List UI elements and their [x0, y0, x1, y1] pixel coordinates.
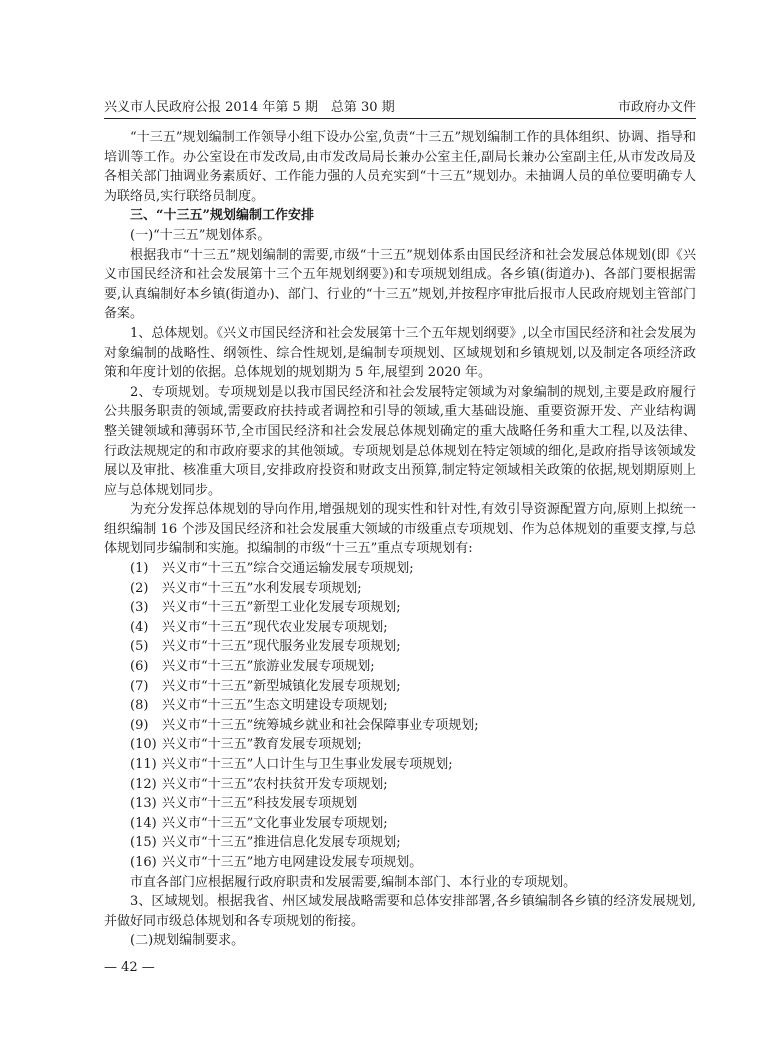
list-item-text: 兴义市“十三五”推进信息化发展专项规划;: [162, 835, 401, 851]
list-item: [104, 716, 696, 736]
list-item-text: 兴义市“十三五”现代农业发展专项规划;: [162, 619, 388, 635]
list-item-number: (11): [130, 757, 157, 772]
list-item-text: 兴义市“十三五”现代服务业发展专项规划;: [162, 639, 401, 655]
header-section: 市政府办文件: [617, 100, 696, 115]
list-item-text: 兴义市“十三五”旅游业发展专项规划;: [162, 659, 375, 675]
list-item: [104, 755, 696, 775]
list-item-number: (3): [130, 600, 149, 616]
list-item: [104, 677, 696, 697]
list-item-text: 兴义市“十三五”教育发展专项规划;: [162, 737, 362, 753]
list-item: [104, 657, 696, 677]
list-item-number: (14): [130, 815, 157, 831]
list-item-number: (5): [130, 639, 149, 655]
list-item: [104, 637, 696, 657]
list-item-text: 兴义市“十三五”科技发展专项规划: [162, 796, 358, 812]
list-item-text: 兴义市“十三五”农村扶贫开发专项规划;: [162, 776, 388, 792]
list-item-number: (10): [130, 737, 157, 753]
list-item: [104, 618, 696, 638]
list-item-text: 兴义市“十三五”水利发展专项规划;: [162, 580, 362, 596]
list-item: [104, 794, 696, 814]
list-item: [104, 853, 696, 873]
list-item-text: 兴义市“十三五”新型城镇化发展专项规划;: [162, 678, 401, 694]
header-publication: 兴义市人民政府公报 2014 年第 5 期 总第 30 期: [104, 100, 395, 115]
list-item-text: 兴义市“十三五”新型工业化发展专项规划;: [162, 600, 401, 616]
list-item-text: 兴义市“十三五”文化事业发展专项规划;: [162, 815, 388, 831]
special-plan-list: [104, 559, 696, 873]
page-body: [104, 128, 696, 951]
list-item-number: (16): [130, 854, 157, 870]
list-item: [104, 775, 696, 795]
section-heading: 三、“十三五”规划编制工作安排: [130, 208, 314, 224]
list-item-number: (4): [130, 619, 149, 635]
subsection-heading: (二)规划编制要求。: [130, 933, 245, 949]
paragraph: 3、区域规划。根据我省、州区域发展战略需要和总体安排部署,各乡镇编制各乡镇的经济发展规划,并做好同市级总体规划和各专项规划的衔接。: [104, 894, 696, 929]
list-item: [104, 598, 696, 618]
list-item-text: 兴义市“十三五”人口计生与卫生事业发展专项规划;: [162, 757, 453, 772]
paragraph: 为充分发挥总体规划的导向作用,增强规划的现实性和针对性,有效引导资源配置方向,原则上拟统一组织编制 16 个涉及国民经济和社会发展重大领域的市级重点专项规划、作为总体规划的重要支撑,与总体规划同步编制和实施。拟编制的市级“十三五”重点专项规划有:: [104, 502, 696, 557]
subsection-heading: (一)“十三五”规划体系。: [130, 227, 271, 243]
paragraph: 1、总体规划。《兴义市国民经济和社会发展第十三个五年规划纲要》,以全市国民经济和社会发展为对象编制的战略性、纲领性、综合性规划,是编制专项规划、区域规划和乡镇规划,以及制定各项经济政策和年度计划的依据。总体规划的规划期为 5 年,展望到 2020 年。: [104, 325, 696, 381]
paragraph: “十三五”规划编制工作领导小组下设办公室,负责“十三五”规划编制工作的具体组织、协调、指导和培训等工作。办公室设在市发改局,由市发改局局长兼办公室主任,副局长兼办公室副主任,从市发改局及各相关部门抽调业务素质好、工作能力强的人员充实到“十三五”规划办。未抽调人员的单位要明确专人为联络员,实行联络员制度。: [104, 130, 696, 204]
list-item: [104, 735, 696, 755]
list-item: [104, 833, 696, 853]
list-item-number: (7): [130, 678, 149, 694]
list-item-text: 兴义市“十三五”综合交通运输发展专项规划;: [162, 561, 414, 577]
list-item-number: (15): [130, 835, 157, 851]
list-item: [104, 696, 696, 716]
list-item: [104, 814, 696, 834]
list-item-number: (12): [130, 776, 157, 792]
page-header: [104, 96, 696, 119]
list-item-number: (6): [130, 659, 149, 675]
paragraph: 市直各部门应根据履行政府职责和发展需要,编制本部门、本行业的专项规划。: [130, 874, 577, 890]
list-item-number: (9): [130, 717, 149, 733]
paragraph: 根据我市“十三五”规划编制的需要,市级“十三五”规划体系由国民经济和社会发展总体规划(即《兴义市国民经济和社会发展第十三个五年规划纲要》)和专项规划组成。各乡镇(街道办)、各部门要根据需要,认真编制好本乡镇(街道办)、部门、行业的“十三五”规划,并按程序审批后报市人民政府规划主管部门备案。: [104, 247, 696, 322]
page-number: — 42 —: [104, 960, 155, 975]
list-item-number: (1): [130, 561, 149, 577]
list-item-text: 兴义市“十三五”地方电网建设发展专项规划。: [162, 854, 423, 870]
list-item-number: (8): [130, 698, 149, 714]
list-item: [104, 559, 696, 579]
paragraph: 2、专项规划。专项规划是以我市国民经济和社会发展特定领域为对象编制的规划,主要是政府履行公共服务职责的领域,需要政府扶持或者调控和引导的领域,重大基础设施、重要资源开发、产业结构调整关键领域和薄弱环节,全市国民经济和社会发展总体规划确定的重大战略任务和重大工程,以及法律、行政法规规定的和市政府要求的其他领域。专项规划是总体规划在特定领域的细化,是政府指导该领域发展以及审批、核准重大项目,安排政府投资和财政支出预算,制定特定领域相关政策的依据,规划期原则上应与总体规划同步。: [104, 384, 696, 498]
list-item-text: 兴义市“十三五”统筹城乡就业和社会保障事业专项规划;: [162, 717, 479, 733]
list-item-number: (2): [130, 580, 149, 596]
list-item-number: (13): [130, 796, 157, 812]
list-item: [104, 579, 696, 599]
list-item-text: 兴义市“十三五”生态文明建设专项规划;: [162, 698, 388, 714]
